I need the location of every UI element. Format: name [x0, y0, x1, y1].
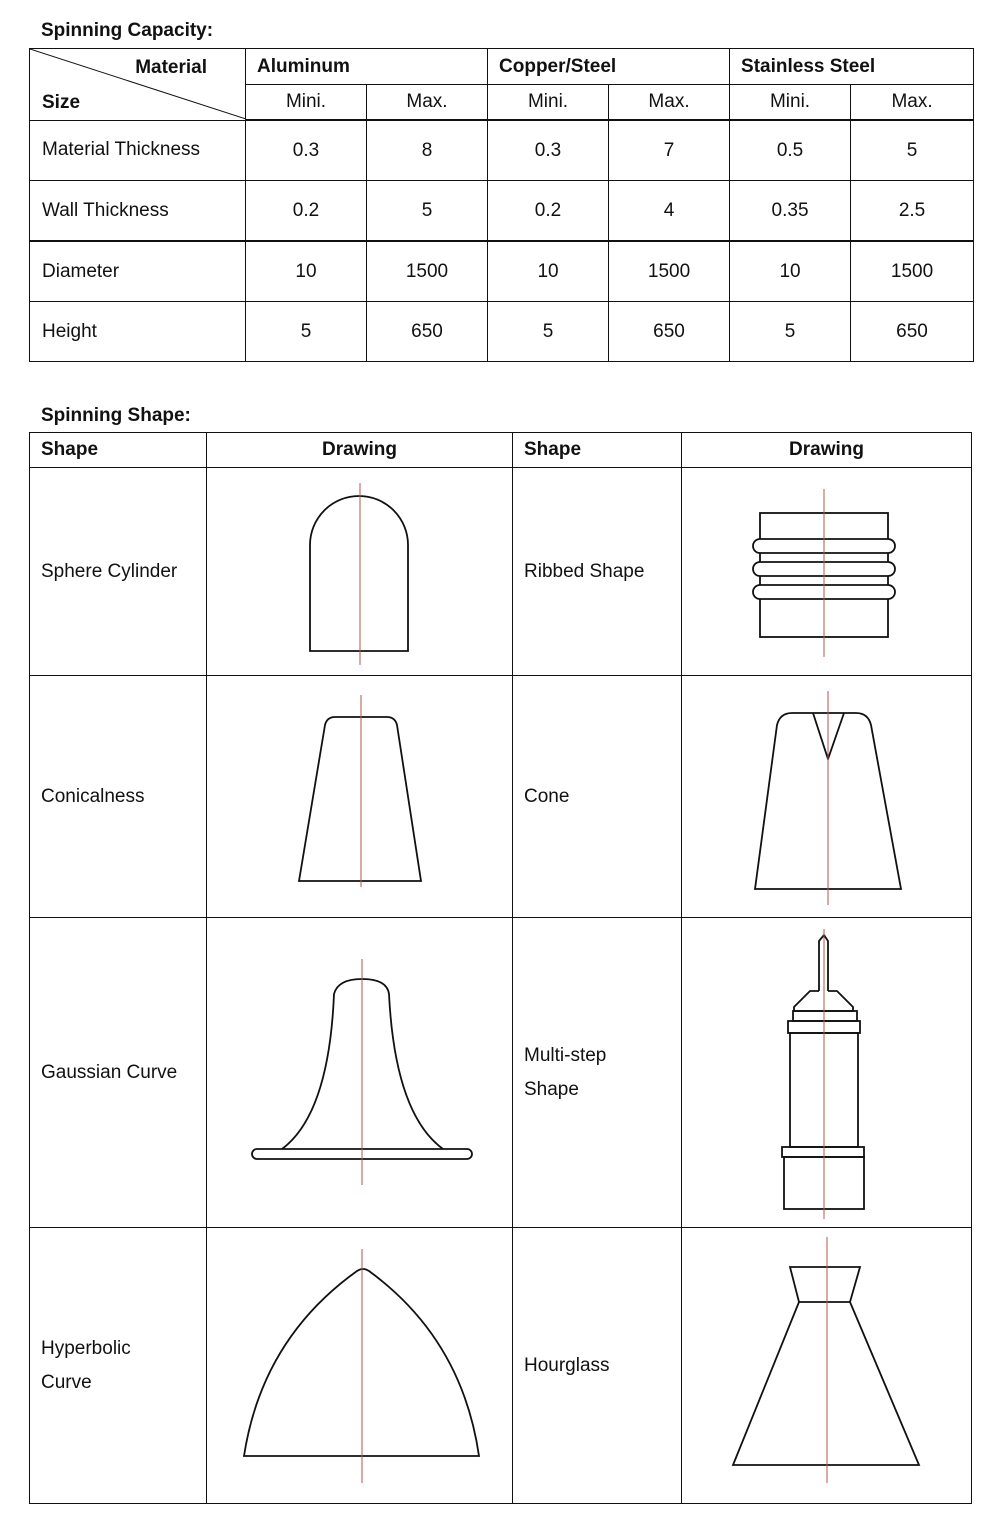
shape-name-line: Shape — [524, 1078, 579, 1100]
spinning-capacity-title: Spinning Capacity: — [41, 20, 214, 41]
table-cell: 10 — [246, 241, 367, 302]
table-cell: 0.2 — [488, 181, 609, 242]
drawing-column-header: Drawing — [682, 433, 972, 468]
shape-name-line: Hyperbolic — [41, 1337, 131, 1359]
table-cell: 1500 — [609, 241, 730, 302]
row-label: Diameter — [30, 241, 246, 302]
table-cell: 5 — [488, 302, 609, 362]
table-row — [30, 120, 974, 181]
table-row — [30, 241, 974, 302]
material-header-stainless-steel: Stainless Steel — [730, 49, 974, 85]
sphere-cylinder-drawing — [207, 469, 513, 675]
table-cell: 1500 — [367, 241, 488, 302]
table-cell: 10 — [488, 241, 609, 302]
table-cell: 0.35 — [730, 181, 851, 242]
cone-drawing — [682, 677, 972, 917]
table-corner-header — [30, 49, 246, 121]
material-header-copper-steel: Copper/Steel — [488, 49, 730, 85]
row-label: Material Thickness — [30, 120, 246, 181]
shape-name: Conicalness — [30, 676, 207, 918]
table-cell: 4 — [609, 181, 730, 242]
table-cell: 10 — [730, 241, 851, 302]
table-cell: 1500 — [851, 241, 974, 302]
shape-name: Gaussian Curve — [30, 918, 207, 1228]
hourglass-drawing — [682, 1229, 972, 1503]
shape-name: Cone — [513, 676, 682, 918]
shape-name: Hourglass — [513, 1228, 682, 1504]
table-row — [30, 1228, 972, 1504]
table-cell: 650 — [609, 302, 730, 362]
table-cell: 5 — [367, 181, 488, 242]
row-label: Wall Thickness — [30, 181, 246, 242]
sub-header-min: Mini. — [488, 85, 609, 121]
gaussian-curve-drawing — [207, 919, 513, 1227]
shape-name — [30, 1228, 207, 1504]
table-cell: 0.2 — [246, 181, 367, 242]
corner-size-label: Size — [42, 91, 81, 113]
corner-material-label: Material — [135, 57, 207, 78]
row-label: Height — [30, 302, 246, 362]
shape-name: Ribbed Shape — [513, 468, 682, 676]
drawing-cell — [207, 676, 513, 918]
drawing-cell — [682, 1228, 972, 1504]
spinning-capacity-table — [29, 48, 974, 362]
multi-step-shape-drawing — [682, 919, 972, 1227]
table-cell: 8 — [367, 120, 488, 181]
sub-header-min: Mini. — [730, 85, 851, 121]
table-row — [30, 468, 972, 676]
drawing-cell — [682, 918, 972, 1228]
drawing-column-header: Drawing — [207, 433, 513, 468]
table-row — [30, 918, 972, 1228]
sub-header-max: Max. — [851, 85, 974, 121]
shape-column-header: Shape — [30, 433, 207, 468]
table-cell: 0.5 — [730, 120, 851, 181]
table-cell: 7 — [609, 120, 730, 181]
spinning-shape-table — [29, 432, 972, 1504]
table-row — [30, 302, 974, 362]
shape-name: Sphere Cylinder — [30, 468, 207, 676]
shape-name — [513, 918, 682, 1228]
shape-column-header: Shape — [513, 433, 682, 468]
material-header-aluminum: Aluminum — [246, 49, 488, 85]
table-cell: 5 — [246, 302, 367, 362]
drawing-cell — [682, 676, 972, 918]
drawing-cell — [682, 468, 972, 676]
table-cell: 5 — [851, 120, 974, 181]
hyperbolic-curve-drawing — [207, 1229, 513, 1503]
table-cell: 0.3 — [246, 120, 367, 181]
table-cell: 0.3 — [488, 120, 609, 181]
table-cell: 2.5 — [851, 181, 974, 242]
table-cell: 650 — [367, 302, 488, 362]
drawing-cell — [207, 468, 513, 676]
sub-header-max: Max. — [609, 85, 730, 121]
table-row — [30, 181, 974, 242]
ribbed-shape-drawing — [682, 469, 972, 675]
sub-header-min: Mini. — [246, 85, 367, 121]
drawing-cell — [207, 918, 513, 1228]
conicalness-drawing — [207, 677, 513, 917]
drawing-cell — [207, 1228, 513, 1504]
sub-header-max: Max. — [367, 85, 488, 121]
spinning-shape-title: Spinning Shape: — [41, 405, 191, 426]
shape-name-line: Multi-step — [524, 1044, 607, 1066]
table-cell: 5 — [730, 302, 851, 362]
table-row — [30, 676, 972, 918]
shape-name-line: Curve — [41, 1371, 92, 1393]
table-cell: 650 — [851, 302, 974, 362]
